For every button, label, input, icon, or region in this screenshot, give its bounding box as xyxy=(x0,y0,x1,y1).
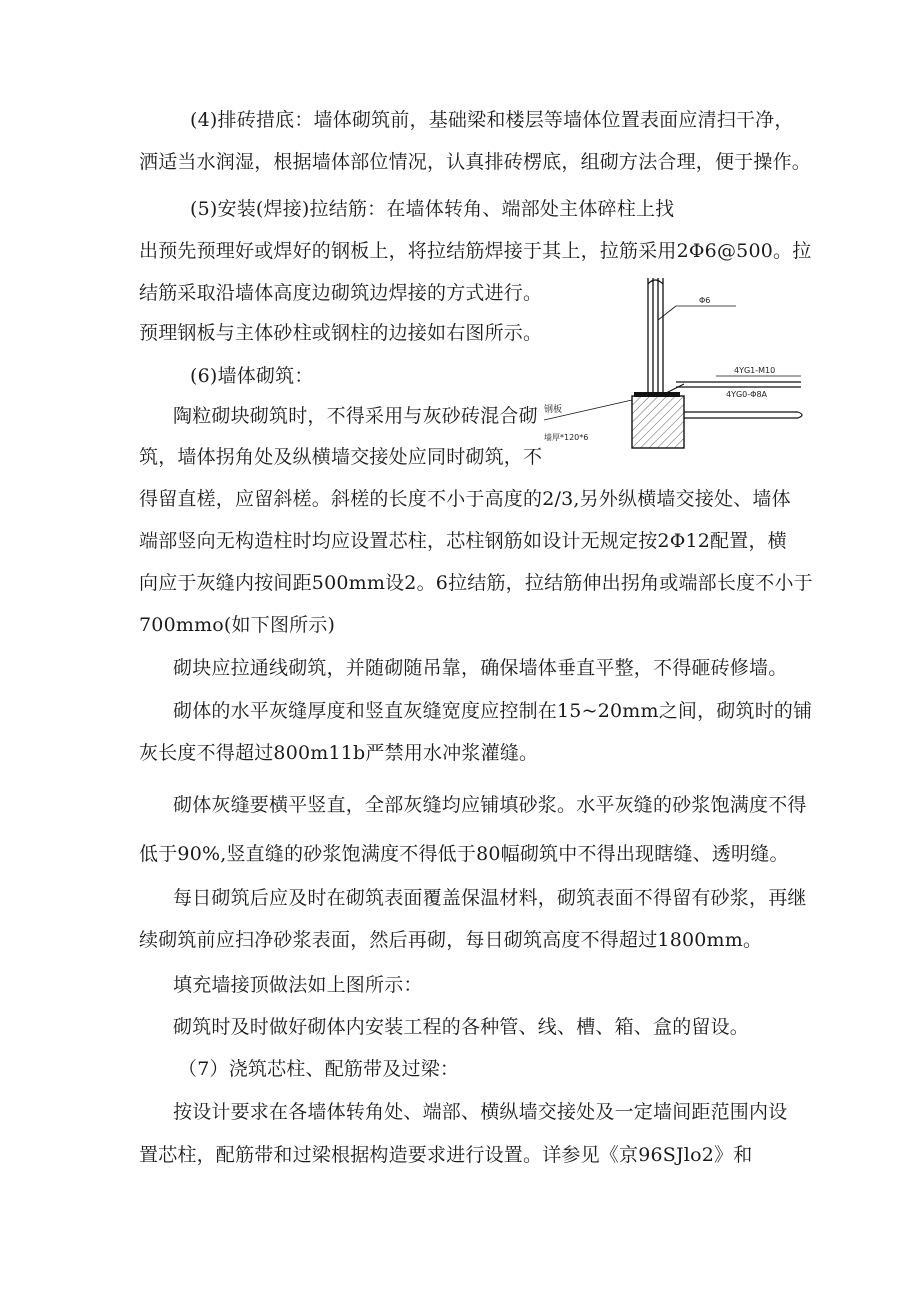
leader-line xyxy=(658,306,676,320)
paragraph-line: 结筋采取沿墙体高度边砌筑边焊接的方式进行。 xyxy=(139,282,543,304)
paragraph-line: 出预先预理好或焊好的钢板上，将拉结筋焊接于其上，拉筋采用2Φ6@500。拉 xyxy=(139,240,812,262)
label-wall-thickness: 墙厚*120*6 xyxy=(544,433,589,442)
label-4yg0: 4YG0-Φ8A xyxy=(726,390,768,399)
paragraph-line: 低于90%,竖直缝的砂浆饱满度不得低于80幅砌筑中不得出现瞎缝、透明缝。 xyxy=(139,843,789,865)
label-phi6: Φ6 xyxy=(699,296,711,305)
rebar-hook xyxy=(648,280,663,284)
paragraph-line: 筑，墙体拐角处及纵横墙交接处应同时砌筑，不 xyxy=(139,446,543,468)
paragraph-line: (5)安装(焊接)拉结筋：在墙体转角、端部处主体碎柱上找 xyxy=(190,198,675,220)
paragraph-line: 得留直槎，应留斜槎。斜槎的长度不小于高度的2/3,另外纵横墙交接处、墙体 xyxy=(139,488,791,510)
paragraph-line: 按设计要求在各墙体转角处、端部、横纵墙交接处及一定墙间距范围内设 xyxy=(173,1101,788,1123)
paragraph-line: 陶粒砌块砌筑时，不得采用与灰砂砖混合砌 xyxy=(173,405,538,427)
paragraph-line: 端部竖向无构造柱时均应设置芯柱，芯柱钢筋如设计无规定按2Φ12配置，横 xyxy=(139,530,787,552)
wall-section xyxy=(632,396,684,448)
paragraph-line: (4)排砖措底：墙体砌筑前，基础梁和楼层等墙体位置表面应清扫干净， xyxy=(190,109,794,131)
paragraph-line: 填充墙接顶做法如上图所示： xyxy=(173,974,423,996)
paragraph-line: 置芯柱，配筋带和过梁根据构造要求进行设置。详参见《京96SJlo2》和 xyxy=(139,1144,753,1166)
paragraph-line: 砌体的水平灰缝厚度和竖直灰缝宽度应控制在15~20mm之间，砌筑时的铺 xyxy=(173,700,813,722)
paragraph-line: 灰长度不得超过800m11b严禁用水冲浆灌缝。 xyxy=(139,742,539,764)
paragraph-line: 每日砌筑后应及时在砌筑表面覆盖保温材料，砌筑表面不得留有砂浆，再继 xyxy=(173,887,807,909)
section-heading: (6)墙体砌筑： xyxy=(190,365,314,387)
paragraph-line: 续砌筑前应扫净砂浆表面，然后再砌，每日砌筑高度不得超过1800mm。 xyxy=(139,929,763,951)
paragraph-line: 预理钢板与主体砂柱或钢柱的边接如右图所示。 xyxy=(139,322,543,344)
connection-diagram xyxy=(536,272,806,454)
label-4yg1: 4YG1-M10 xyxy=(734,366,776,375)
section-heading: （7）浇筑芯柱、配筋带及过梁： xyxy=(178,1058,460,1080)
tie-bar-hook xyxy=(798,412,802,418)
paragraph-line: 砌筑时及时做好砌体内安装工程的各种管、线、槽、箱、盒的留设。 xyxy=(173,1016,750,1038)
paragraph-line: 砌体灰缝要横平竖直，全部灰缝均应铺填砂浆。水平灰缝的砂浆饱满度不得 xyxy=(173,794,807,816)
paragraph-line: 洒适当水润湿，根据墙体部位情况，认真排砖楞底，组砌方法合理，便于操作。 xyxy=(139,151,812,173)
paragraph-line: 砌块应拉通线砌筑，并随砌随吊靠，确保墙体垂直平整，不得砸砖修墙。 xyxy=(173,657,788,679)
paragraph-line: 向应于灰缝内按间距500mm设2。6拉结筋，拉结筋伸出拐角或端部长度不小于 xyxy=(139,572,813,594)
label-steel-plate: 钢板 xyxy=(544,405,563,415)
paragraph-line: 700mmo(如下图所示) xyxy=(139,614,336,636)
steel-plate-connection-figure xyxy=(536,272,806,454)
steel-plate xyxy=(634,392,680,397)
